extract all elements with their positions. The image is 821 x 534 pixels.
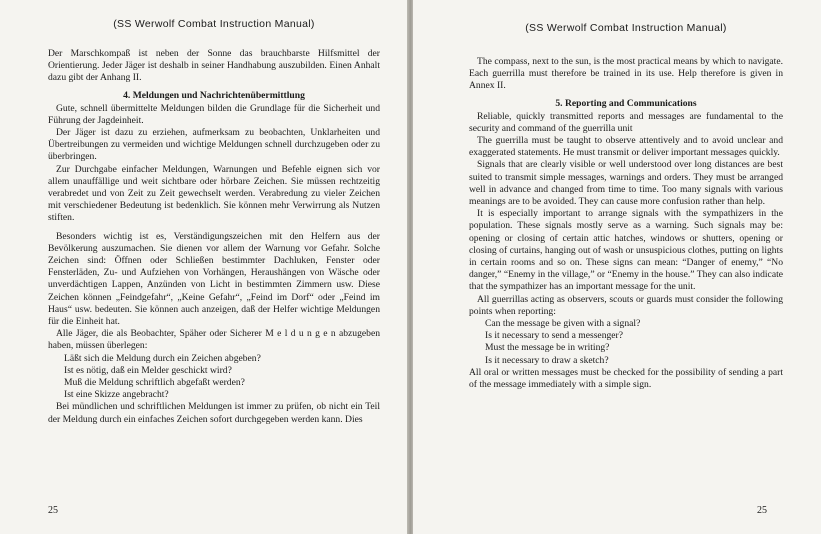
question-item: Läßt sich die Meldung durch ein Zeichen abgeben? [64, 352, 261, 364]
question-item: Is it necessary to draw a sketch? [485, 354, 609, 366]
paragraph: Signals that are clearly visible or well understood over long distances are best suited to transmit simple messages, warnings and orders. They must be arranged well in advance and changed from time to time. Too many signals with various meanings are to be avoided. They can cause more confusion rather than help. [469, 159, 783, 208]
section-heading: 5. Reporting and Communications [555, 97, 697, 109]
paragraph: The compass, next to the sun, is the most practical means by which to navigate. Each guerrilla must therefore be trained in its use. Help therefore is given in Annex II. [469, 56, 783, 92]
question-item: Ist es nötig, daß ein Melder geschickt wird? [64, 364, 232, 376]
paragraph: The guerrilla must be taught to observe attentively and to avoid unclear and exaggerated statements. He must transmit or deliver important messages quickly. [469, 135, 783, 159]
page-header: (SS Werwolf Combat Instruction Manual) [525, 22, 727, 34]
paragraph: All oral or written messages must be checked for the possibility of sending a part of the message immediately with a simple sign. [469, 366, 783, 391]
paragraph: Zur Durchgabe einfacher Meldungen, Warnungen und Befehle eignen sich vor allem unauffällige und weit sichtbare oder hörbare Zeichen. Sie müssen rechtzeitig verabredet und von Zeit zu Zeit gewechselt werden. Verabredung zu vieler Zeichen mit verschiedener Bedeutung ist bedenklich. Sie können mehr Verwirrung als Nutzen stiften. [48, 163, 380, 224]
paragraph: Bei mündlichen und schriftlichen Meldungen ist immer zu prüfen, ob nicht ein Teil der Meldung durch ein einfaches Zeichen sofort durchgegeben werden kann. Dies [48, 401, 380, 425]
paragraph: Gute, schnell übermittelte Meldungen bilden die Grundlage für die Sicherheit und Führung der Jagdeinheit. [48, 102, 380, 126]
paragraph: It is especially important to arrange signals with the sympathizers in the population. These signals mostly serve as a warning. Such signals may be: opening or closing of certain attic hatches, windows or shutters, opening or closing of curtains, hanging out of wash or unsuspicious clothes, putting on lights in certain rooms and so on. These signs can mean: “Danger of enemy,” “No danger,” “Enemy in the village,” or “Enemy in the house.” They can also indicate that the sympathizer has an important message for the unit. [469, 208, 783, 293]
paragraph: Besonders wichtig ist es, Verständigungszeichen mit den Helfern aus der Bevölkerung auszumachen. Sie dienen vor allem der Warnung vor Gefahr. Solche Zeichen sind: Öffnen oder Schließen bestimmter Dachluken, Fenster oder Fensterläden, Zu- und Aufziehen von Vorhängen, Heraushängen von Wäsche oder unverdächtigen Lappen, Anzünden von Licht in bestimmten Zimmern usw. Diese Zeichen können „Feindgefahr“, „Keine Gefahr“, „Feind im Dorf“ oder „Feind im Haus“ usw. bedeuten. Sie können auch anzeigen, daß der Helfer wichtige Meldungen für die Einheit hat. [48, 230, 380, 328]
question-item: Ist eine Skizze angebracht? [64, 389, 169, 401]
paragraph: Alle Jäger, die als Beobachter, Späher oder Sicherer M e l d u n g e n abzugeben haben, müssen überlegen: [48, 328, 380, 352]
page-number: 25 [48, 505, 58, 516]
question-item: Must the message be in writing? [485, 342, 610, 354]
left-page [0, 0, 408, 534]
section-heading: 4. Meldungen und Nachrichtenübermittlung [123, 89, 305, 101]
question-item: Can the message be given with a signal? [485, 318, 641, 330]
paragraph: All guerrillas acting as observers, scouts or guards must consider the following points when reporting: [469, 293, 783, 317]
page-header: (SS Werwolf Combat Instruction Manual) [113, 18, 315, 30]
paragraph: Der Jäger ist dazu zu erziehen, aufmerksam zu beobachten, Unklarheiten und Übertreibungen zu vermeiden und wichtige Meldungen schnell durchzugeben oder zu überbringen. [48, 127, 380, 163]
question-item: Is it necessary to send a messenger? [485, 330, 623, 342]
page-number: 25 [757, 505, 767, 516]
question-item: Muß die Meldung schriftlich abgefaßt werden? [64, 377, 245, 389]
paragraph: Der Marschkompaß ist neben der Sonne das brauchbarste Hilfsmittel der Orientierung. Jeder Jäger ist deshalb in seiner Handhabung auszubilden. Einen Anhalt dazu gibt der Anhang II. [48, 48, 380, 84]
paragraph: Reliable, quickly transmitted reports and messages are fundamental to the security and command of the guerrilla unit [469, 110, 783, 134]
right-page [413, 0, 821, 534]
